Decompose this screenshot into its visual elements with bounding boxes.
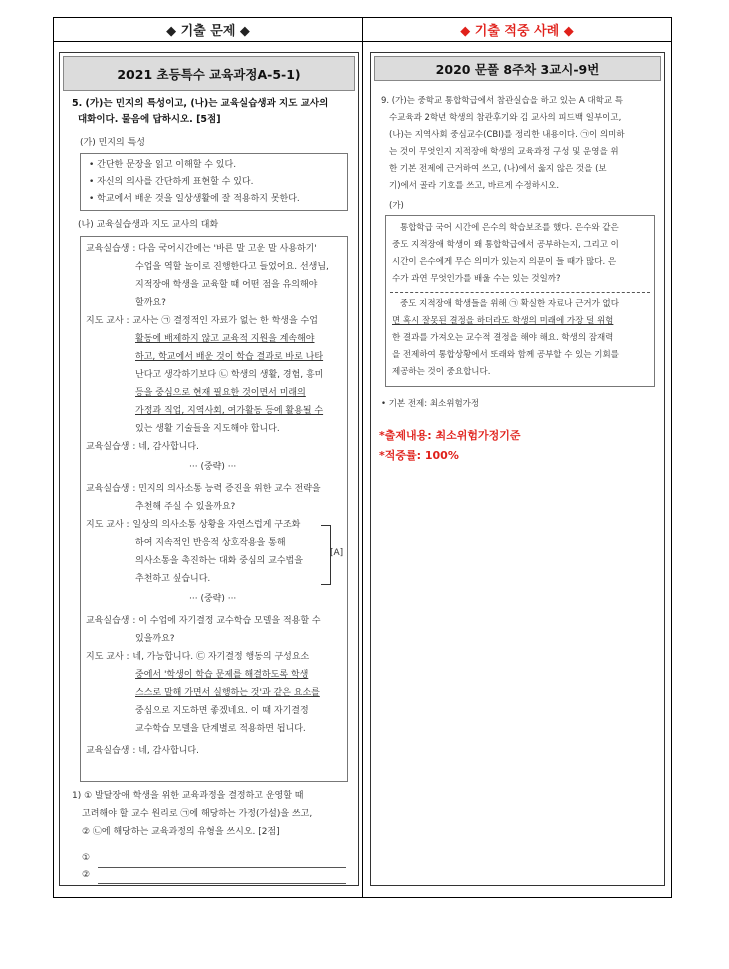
matched-case-title: 2020 문풀 8주차 3교시-9번 [374, 56, 661, 81]
trait-1: • 간단한 문장을 읽고 이해할 수 있다. [89, 160, 237, 170]
dialog-line: 추천하고 싶습니다. [135, 574, 211, 584]
excerpt-line: 한 결과를 가져오는 교수적 결정을 해야 해요. 학생의 잠재력 [392, 333, 614, 343]
dialog-line: 지적장애 학생을 교육할 때 어떤 점을 유의해야 [135, 280, 318, 290]
na-label: (나) 교육실습생과 지도 교사의 대화 [78, 220, 219, 230]
dialog-box [80, 236, 348, 782]
dialog-line: 등을 중심으로 현재 필요한 것이면서 미래의 [135, 388, 306, 398]
excerpt-line: 중도 지적장애 학생들을 위해 ㉠ 확실한 자료나 근거가 없다 [400, 299, 619, 309]
dialog-line: 의사소통을 촉진하는 대화 중심의 교수법을 [135, 556, 303, 566]
exam-question-title: 2021 초등특수 교육과정A-5-1) [63, 56, 355, 91]
column-divider [362, 42, 363, 898]
case-excerpt-box [385, 215, 655, 387]
dialog-line: 있을까요? [135, 634, 175, 644]
answer-2-line[interactable] [98, 883, 346, 884]
hit-rate-result: *적중률: 100% [379, 449, 459, 462]
omission-mark: ··· (중략) ··· [189, 594, 237, 604]
dialog-line: 지도 교사 : 네, 가능합니다. ㉢ 자기결정 행동의 구성요소 [86, 652, 310, 662]
right-question-line: 9. (가)는 중학교 통합학급에서 참관실습을 하고 있는 A 대학교 특 [381, 96, 623, 106]
matched-case-box [370, 52, 665, 886]
dialog-line: 지도 교사 : 일상의 의사소통 상황을 자연스럽게 구조화 [86, 520, 301, 530]
excerpt-line: 통합학급 국어 시간에 은수의 학습보조를 했다. 은수와 같은 [400, 223, 619, 233]
excerpt-line: 면 혹시 잘못된 결정을 하더라도 학생의 미래에 가장 덜 위험 [392, 316, 614, 326]
dialog-line: 교육실습생 : 다음 국어시간에는 '바른 말 고운 말 사용하기' [86, 244, 317, 254]
excerpt-line: 시간이 은수에게 무슨 의미가 있는지 의문이 들 때가 많다. 은 [392, 257, 617, 267]
dialog-line: 지도 교사 : 교사는 ㉠ 결정적인 자료가 없는 한 학생을 수업 [86, 316, 318, 326]
dashed-divider [390, 292, 650, 293]
right-question-line: 는 것이 무엇인지 지적장애 학생의 교육과정 구성 및 운영을 위 [389, 147, 619, 157]
dialog-line: 교육실습생 : 네, 감사합니다. [86, 746, 199, 756]
answer-1-line[interactable] [98, 867, 346, 868]
dialog-line: 난다고 생각하기보다 ㉡ 학생의 생활, 경험, 흥미 [135, 370, 324, 380]
left-column-header: ◆ 기출 문제 ◆ [54, 18, 363, 42]
dialog-line: 가정과 직업, 지역사회, 여가활동 등에 활용될 수 [135, 406, 324, 416]
dialog-line: 추천해 주실 수 있을까요? [135, 502, 236, 512]
dialog-line: 교수학습 모델을 단계별로 적용하면 됩니다. [135, 724, 306, 734]
question-line-1: 5. (가)는 민지의 특성이고, (나)는 교육실습생과 지도 교사의 [72, 98, 329, 109]
trait-3: • 학교에서 배운 것을 일상생활에 잘 적용하지 못한다. [89, 194, 300, 204]
excerpt-line: 중도 지적장애 학생이 왜 통합학급에서 공부하는지, 그리고 이 [392, 240, 619, 250]
trait-2: • 자신의 의사를 간단하게 표현할 수 있다. [89, 177, 254, 187]
right-column-header: ◆ 기출 적중 사례 ◆ [363, 18, 671, 42]
traits-box [80, 153, 348, 211]
dialog-line: 있는 생활 기술들을 지도해야 합니다. [135, 424, 280, 434]
right-question-line: 기)에서 골라 기호를 쓰고, 바르게 수정하시오. [389, 181, 560, 191]
excerpt-line: 수가 과연 무엇인가를 배울 수는 있는 것일까? [392, 274, 561, 284]
bracket-a-label: [A] [330, 548, 344, 558]
exam-content-result: *출제내용: 최소위험가정기준 [379, 429, 521, 442]
question-line-2: 대화이다. 물음에 답하시오. [5점] [78, 114, 221, 125]
dialog-line: 하고, 학교에서 배운 것이 학습 결과로 바로 나타 [135, 352, 324, 362]
excerpt-line: 을 전제하여 통합상황에서 또래와 함께 공부할 수 있는 기회를 [392, 350, 619, 360]
dialog-line: 중심으로 지도하면 좋겠네요. 이 때 자기결정 [135, 706, 309, 716]
dialog-line: 교육실습생 : 이 수업에 자기결정 교수학습 모델을 적용할 수 [86, 616, 321, 626]
dialog-line: 스스로 말해 가면서 실행하는 것'과 같은 요소를 [135, 688, 320, 698]
right-question-line: 한 기본 전제에 근거하여 쓰고, (나)에서 옳지 않은 것을 (보 [389, 164, 607, 174]
dialog-line: 하여 지속적인 반응적 상호작용을 통해 [135, 538, 286, 548]
excerpt-line: 제공하는 것이 중요합니다. [392, 367, 491, 377]
sub-question-line: 고려해야 할 교수 원리로 ㉠에 해당하는 가정(가설)을 쓰고, [82, 809, 313, 819]
omission-mark: ··· (중략) ··· [189, 462, 237, 472]
dialog-line: 교육실습생 : 민지의 의사소통 능력 증진을 위한 교수 전략을 [86, 484, 321, 494]
sub-question-line: ② ㉡에 해당하는 교육과정의 유형을 쓰시오. [2점] [82, 827, 280, 837]
right-question-line: (나)는 지역사회 중심교수(CBI)를 정리한 내용이다. ㉠이 의미하 [389, 130, 625, 140]
answer-1-label: ① [82, 853, 91, 863]
right-question-line: 수교육과 2학년 학생의 참관후기와 김 교사의 피드백 일부이고, [389, 113, 622, 123]
dialog-line: 교육실습생 : 네, 감사합니다. [86, 442, 199, 452]
answer-2-label: ② [82, 870, 91, 880]
basic-premise: • 기본 전제: 최소위험가정 [381, 399, 480, 409]
sub-question-line: 1) ① 발달장애 학생을 위한 교육과정을 결정하고 운영할 때 [72, 791, 304, 801]
ga-label: (가) 민지의 특성 [80, 138, 145, 148]
right-ga-label: (가) [389, 201, 404, 211]
dialog-line: 활동에 배제하지 않고 교육적 지원을 계속해야 [135, 334, 315, 344]
dialog-line: 중에서 '학생이 학습 문제를 해결하도록 학생 [135, 670, 309, 680]
dialog-line: 할까요? [135, 298, 166, 308]
exam-question-box [59, 52, 359, 886]
dialog-line: 수업을 역할 놀이로 진행한다고 들었어요. 선생님, [135, 262, 329, 272]
